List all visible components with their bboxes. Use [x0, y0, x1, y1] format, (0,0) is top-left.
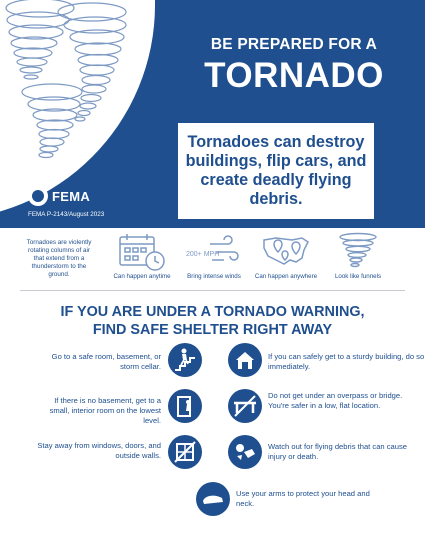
fact-label: Look like funnels [334, 273, 382, 280]
fact-label: Can happen anytime [113, 273, 171, 280]
tip-overpass: Do not get under an overpass or bridge. You're safer in a low, flat location. [268, 391, 403, 410]
fact-label: Bring intense winds [187, 273, 241, 280]
fact-anytime [106, 228, 178, 290]
tip-debris: Watch out for flying debris that can cause injury or death. [268, 442, 408, 461]
tornado-icon [0, 0, 175, 185]
tip-windows: Stay away from windows, doors, and outside walls. [37, 441, 161, 460]
funnel-icon [334, 232, 382, 272]
fact-anywhere [250, 228, 322, 290]
interior-room-icon [168, 389, 202, 423]
wind-speed-text: 200+ MPH [186, 251, 220, 258]
fema-logo [28, 186, 90, 206]
callout-box [178, 123, 374, 219]
no-windows-icon [168, 435, 202, 469]
fact-funnels [322, 228, 394, 290]
tip-interior-room: If there is no basement, get to a small, interior room on the lowest level. [49, 396, 161, 425]
tip-safe-room: Go to a safe room, basement, or storm cellar. [51, 352, 161, 371]
warning-heading [0, 303, 425, 339]
facts-intro: Tornadoes are violently rotating columns of air that extend from a thunderstorm to the ground. [26, 239, 92, 278]
stairs-down-icon [168, 343, 202, 377]
warning-heading-line-2: FIND SAFE SHELTER RIGHT AWAY [92, 322, 333, 338]
facts-row [20, 228, 405, 291]
logo-text: FEMA [52, 188, 91, 204]
callout-text: Tornadoes can destroy buildings, flip cars, and create deadly flying debris. [185, 133, 367, 208]
protect-head-icon [196, 482, 230, 516]
house-icon [228, 343, 262, 377]
tip-protect-head: Use your arms to protect your head and neck. [236, 489, 370, 508]
warning-heading-line-1: IF YOU ARE UNDER A TORNADO WARNING, [60, 304, 365, 320]
no-overpass-icon [228, 389, 262, 423]
publication-number: FEMA P-2143/August 2023 [28, 211, 105, 218]
flying-debris-icon [228, 435, 262, 469]
tip-sturdy-building: If you can safely get to a sturdy building, do so immediately. [268, 352, 425, 371]
wind-icon [186, 232, 238, 272]
calendar-clock-icon [118, 232, 166, 272]
header-banner [0, 0, 425, 228]
us-map-icon [262, 232, 310, 272]
fact-label: Can happen anywhere [254, 273, 318, 280]
fema-seal-icon [28, 186, 48, 206]
title-line-1: BE PREPARED FOR A [210, 36, 378, 53]
fact-winds [178, 228, 250, 290]
title-line-2: TORNADO [204, 56, 384, 95]
